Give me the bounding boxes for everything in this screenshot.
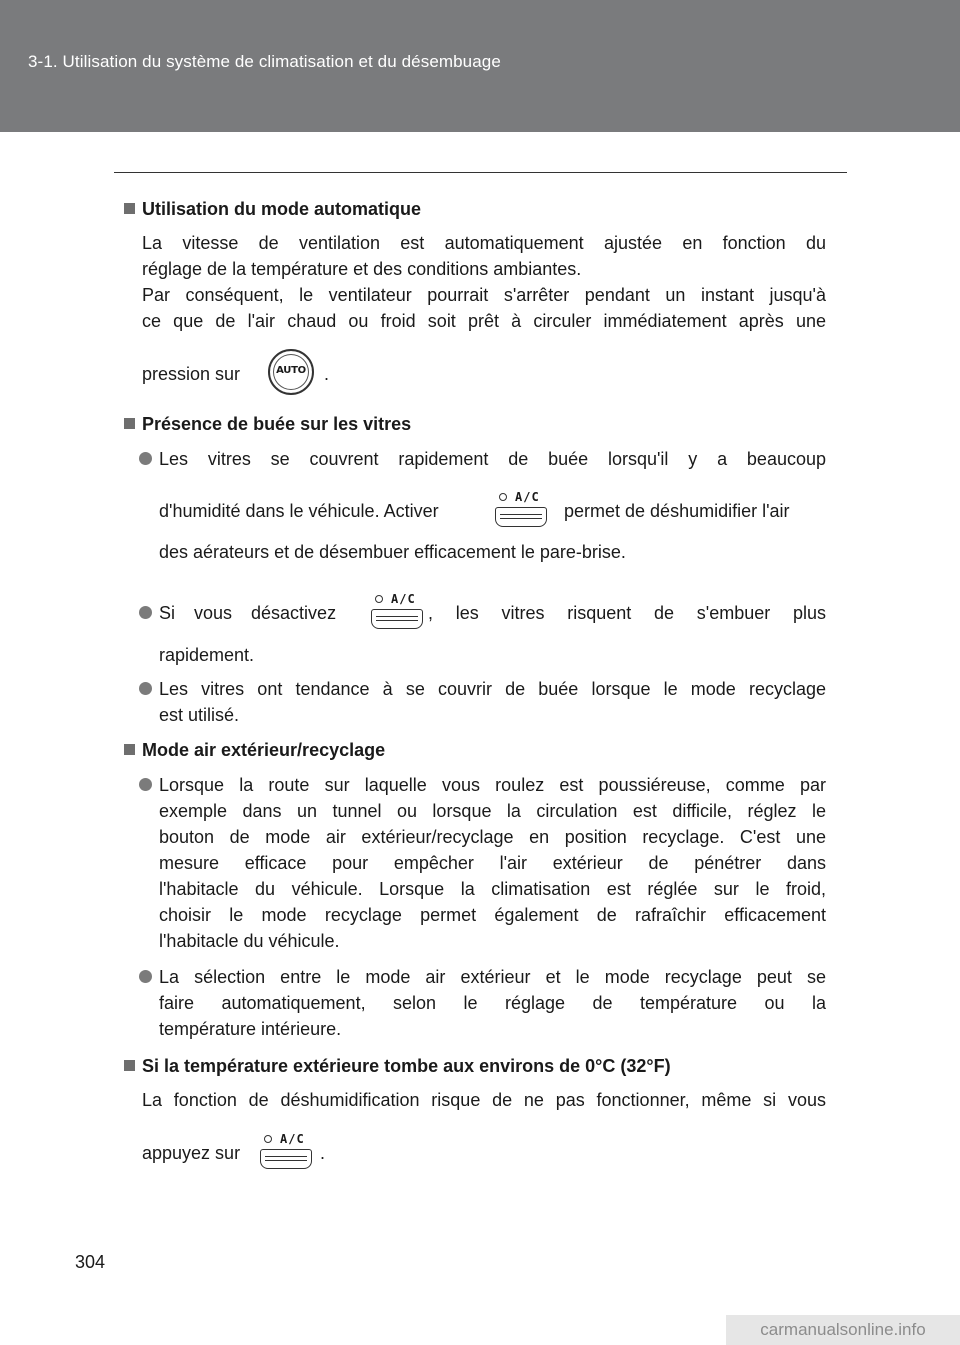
ac-indicator-icon [375, 595, 383, 603]
round-bullet-icon [139, 778, 152, 791]
round-bullet-icon [139, 606, 152, 619]
ac-button-icon: A/C [369, 592, 427, 634]
bullet-recycle-fog: Les vitres ont tendance à se couvrir de buée lorsque le mode recyclage est utilisé. [159, 679, 826, 725]
square-bullet-icon [124, 1060, 135, 1071]
ac-indicator-icon [499, 493, 507, 501]
page-header [0, 0, 960, 132]
ac-button-icon: A/C [493, 490, 551, 532]
bullet-dusty-road: Lorsque la route sur laquelle vous roulez est poussiéreuse, comme par exemple dans un tunnel ou lorsque la circulation est difficile, réglez le bouton de mode air extérieur/recyclage en position recyclage. C'est une mesure efficace pour empêcher l'air extérieur de pénétrer dans l'habitacle du véhicule. Lorsque la climatisation est réglée sur le froid, choisir le mode recyclage permet également de rafraîchir efficacement l'habitacle du véhicule. [159, 775, 826, 951]
bullet-auto-selection: La sélection entre le mode air extérieur et le mode recyclage peut se faire automatiquement, selon le réglage de température ou la température intérieure. [159, 967, 826, 1039]
section-title-auto-mode: Utilisation du mode automatique [124, 197, 421, 221]
fogging-windshield-line: des aérateurs et de désembuer efficacement le pare-brise. [159, 542, 626, 562]
fogging-activate-line: d'humidité dans le véhicule. Activer [159, 501, 439, 521]
cold-temp-press-line: appuyez sur [142, 1143, 241, 1163]
deactivate-ac-continued: , les vitres risquent de s'embuer plus [428, 603, 826, 623]
section-header-title: 3-1. Utilisation du système de climatisation et du désembuage [28, 52, 501, 71]
section-divider [114, 172, 847, 173]
square-bullet-icon [124, 203, 135, 214]
bullet-deactivate-ac: Si vous désactivez [159, 603, 337, 623]
deactivate-ac-end: rapidement. [159, 645, 255, 665]
ac-indicator-icon [264, 1135, 272, 1143]
bullet-fogging-humidity: Les vitres se couvrent rapidement de buée lorsqu'il y a beaucoup [159, 449, 826, 469]
paragraph-auto-mode: La vitesse de ventilation est automatiquement ajustée en fonction du réglage de la température et des conditions ambiantes. Par conséquent, le ventilateur pourrait s'arrêter pendant un instant jusqu'à ce que de l'air chaud ou froid soit prêt à circuler immédiatement après une [142, 233, 826, 331]
section-title-cold-temp: Si la température extérieure tombe aux environs de 0°C (32°F) [124, 1054, 671, 1078]
watermark: carmanualsonline.info [726, 1315, 960, 1345]
ac-button-icon: A/C [258, 1132, 316, 1174]
round-bullet-icon [139, 682, 152, 695]
cold-temp-period: . [320, 1143, 326, 1163]
auto-press-line: pression sur [142, 364, 241, 384]
round-bullet-icon [139, 452, 152, 465]
auto-press-period: . [324, 364, 330, 384]
fogging-dehumidify-line: permet de déshumidifier l'air [564, 501, 790, 521]
auto-button-icon: AUTO [268, 349, 314, 395]
section-title-fogging: Présence de buée sur les vitres [124, 412, 411, 436]
round-bullet-icon [139, 970, 152, 983]
paragraph-cold-temp: La fonction de déshumidification risque de ne pas fonctionner, même si vous [142, 1090, 826, 1110]
page-number: 304 [75, 1252, 106, 1272]
square-bullet-icon [124, 744, 135, 755]
section-title-air-mode: Mode air extérieur/recyclage [124, 738, 385, 762]
square-bullet-icon [124, 418, 135, 429]
